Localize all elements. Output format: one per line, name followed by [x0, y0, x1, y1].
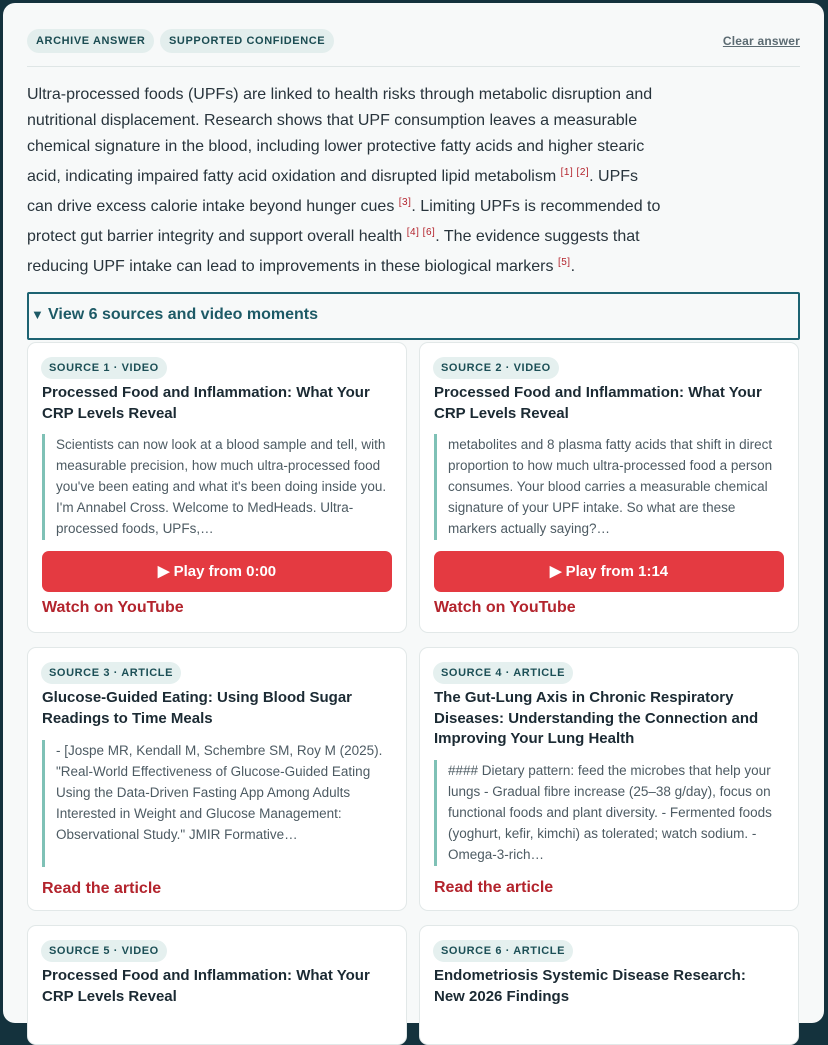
answer-line: Ultra-processed foods (UPFs) are linked to health risks through metabolic disruption and: [27, 86, 653, 103]
source-card-4: [419, 647, 799, 911]
answer-line: [27, 250, 695, 280]
answer-fragment: .: [570, 258, 576, 275]
sources-toggle-label: View 6 sources and video moments: [48, 306, 319, 323]
clear-answer-button[interactable]: Clear answer: [722, 34, 800, 48]
answer-fragment: . UPFs: [589, 168, 639, 185]
source-card-2: [419, 342, 799, 633]
source-tag: SOURCE 4 · ARTICLE: [433, 662, 573, 684]
source-tag: SOURCE 2 · VIDEO: [433, 357, 559, 379]
answer-text: [27, 82, 695, 280]
source-title: Glucose-Guided Eating: Using Blood Sugar Readings to Time Meals: [42, 689, 353, 727]
answer-fragment: can drive excess calorie intake beyond hunger cues: [27, 198, 395, 215]
answer-header: [27, 27, 800, 67]
read-article-link[interactable]: Read the article: [434, 879, 554, 896]
citation-link[interactable]: [1] [2]: [560, 167, 590, 178]
read-article-link[interactable]: Read the article: [42, 880, 162, 897]
answer-fragment: . Limiting UPFs is recommended to: [411, 198, 661, 215]
play-button[interactable]: ▶ Play from 1:14: [434, 551, 784, 592]
answer-fragment: acid, indicating impaired fatty acid oxidation and disrupted lipid metabolism: [27, 168, 557, 185]
source-excerpt: Scientists can now look at a blood sample and tell, with measurable precision, how much ultra-processed food you've been eating and what it's been doing inside you. I'm Annabel Cross. Welcome to MedHeads. Ultra-processed foods, UPFs,…: [42, 434, 390, 540]
citation-link[interactable]: [3]: [398, 197, 412, 208]
answer-fragment: reducing UPF intake can lead to improvements in these biological markers: [27, 258, 554, 275]
source-excerpt: #### Dietary pattern: feed the microbes that help your lungs - Gradual fibre increase (25–38 g/day), focus on functional foods and plant diversity. - Fermented foods (yoghurt, kefir, kimchi) as tolerated; watch sodium. - Omega-3-rich…: [434, 760, 782, 866]
source-tag: SOURCE 3 · ARTICLE: [41, 662, 181, 684]
sources-toggle[interactable]: [27, 292, 800, 340]
answer-line: chemical signature in the blood, including lower protective fatty acids and higher stearic: [27, 138, 645, 155]
watch-on-youtube-link[interactable]: Watch on YouTube: [42, 599, 184, 616]
answer-line: [27, 160, 695, 190]
source-card-5: [27, 925, 407, 1045]
confidence-badge: SUPPORTED CONFIDENCE: [160, 29, 334, 53]
answer-fragment: . The evidence suggests that: [435, 228, 640, 245]
source-card-1: [27, 342, 407, 633]
answer-line: [27, 190, 695, 220]
answer-panel: [3, 3, 824, 1023]
play-button[interactable]: ▶ Play from 0:00: [42, 551, 392, 592]
source-tag: SOURCE 1 · VIDEO: [41, 357, 167, 379]
source-tag: SOURCE 6 · ARTICLE: [433, 940, 573, 962]
citation-link[interactable]: [5]: [557, 257, 571, 268]
source-excerpt: - [Jospe MR, Kendall M, Schembre SM, Roy M (2025). "Real-World Effectiveness of Glucose-Guided Eating Using the Data-Driven Fasting App Among Adults Interested in Weight and Glucose Management: Observational Study." JMIR Formative…: [42, 740, 390, 867]
source-title: The Gut-Lung Axis in Chronic Respiratory Diseases: Understanding the Connection and Improving Your Lung Health: [434, 689, 759, 747]
answer-line: nutritional displacement. Research shows that UPF consumption leaves a measurable: [27, 112, 638, 129]
source-title: Endometriosis Systemic Disease Research: New 2026 Findings: [434, 967, 746, 1005]
answer-line: [27, 220, 695, 250]
source-title: Processed Food and Inflammation: What Your CRP Levels Reveal: [434, 384, 762, 422]
source-title: Processed Food and Inflammation: What Your CRP Levels Reveal: [42, 967, 370, 1005]
watch-on-youtube-link[interactable]: Watch on YouTube: [434, 599, 576, 616]
source-tag: SOURCE 5 · VIDEO: [41, 940, 167, 962]
source-card-6: [419, 925, 799, 1045]
citation-link[interactable]: [4] [6]: [406, 227, 436, 238]
triangle-down-icon: ▼: [31, 307, 44, 322]
source-card-3: [27, 647, 407, 911]
source-title: Processed Food and Inflammation: What Your CRP Levels Reveal: [42, 384, 370, 422]
archive-answer-badge: ARCHIVE ANSWER: [27, 29, 154, 53]
answer-fragment: protect gut barrier integrity and support overall health: [27, 228, 403, 245]
source-excerpt: metabolites and 8 plasma fatty acids that shift in direct proportion to how much ultra-processed food a person consumes. Your blood carries a measurable chemical signature of your UPF intake. So what are these markers actually saying?…: [434, 434, 782, 540]
